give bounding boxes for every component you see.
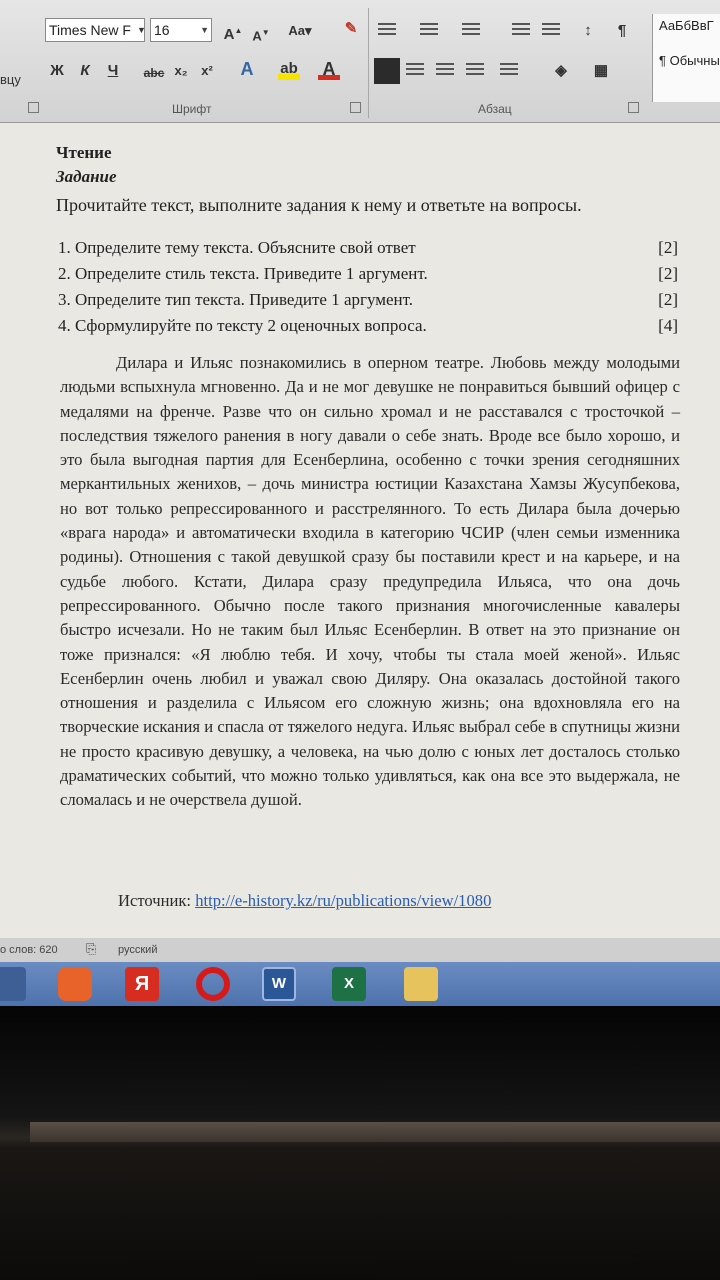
question-points: [2]: [658, 264, 678, 283]
taskbar: [0, 962, 720, 1006]
font-color-icon[interactable]: A: [318, 58, 340, 80]
question-points: [4]: [658, 316, 678, 335]
font-launcher-icon[interactable]: [350, 102, 361, 113]
question-item: [58, 290, 678, 310]
source-label: Источник:: [118, 891, 192, 910]
monitor-bezel-area: [0, 1006, 720, 1280]
change-case-icon[interactable]: Aa▾: [288, 23, 312, 38]
bold-icon[interactable]: Ж: [50, 62, 64, 79]
line-spacing-icon[interactable]: [500, 60, 518, 78]
question-item: [58, 316, 678, 336]
question-text: 3. Определите тип текста. Приведите 1 аргумент.: [58, 290, 414, 309]
task-instructions: Прочитайте текст, выполните задания к нему и ответьте на вопросы.: [56, 195, 582, 215]
bullets-icon[interactable]: [378, 20, 396, 38]
align-right-icon[interactable]: [436, 60, 454, 78]
styles-gallery[interactable]: [652, 14, 720, 102]
status-bar: [0, 938, 720, 962]
brave-browser-icon[interactable]: [58, 967, 92, 1001]
italic-icon[interactable]: К: [80, 62, 90, 79]
style-normal[interactable]: ¶ Обычны: [659, 53, 720, 68]
font-name-dropdown-icon[interactable]: ▼: [137, 25, 146, 35]
increase-indent-icon[interactable]: [542, 20, 560, 38]
font-size-value: 16: [154, 22, 170, 38]
yandex-browser-icon[interactable]: Я: [125, 967, 159, 1001]
subscript-icon[interactable]: x₂: [174, 63, 188, 78]
desk-edge: [30, 1122, 720, 1142]
question-points: [2]: [658, 238, 678, 257]
grow-font-icon[interactable]: A▲: [223, 26, 243, 43]
question-item: [58, 264, 678, 284]
underline-icon[interactable]: Ч: [107, 62, 119, 79]
numbering-icon[interactable]: [420, 20, 438, 38]
question-item: [58, 238, 678, 258]
reading-passage[interactable]: [60, 351, 680, 813]
multilevel-list-icon[interactable]: [462, 20, 480, 38]
align-left-icon[interactable]: [374, 58, 400, 84]
borders-icon[interactable]: ▦: [593, 62, 609, 79]
passage-paragraph: Дилара и Ильяс познакомились в оперном театре. Любовь между молодыми людьми вспыхнула мгновенно. Да и не мог девушке не понравиться бывший офицер с медалями на френче. Разве что он сильно хромал и не расставался с тросточкой – последствия тяжелого ранения в ногу давали о себе знать. Вроде все было хорошо, и это была выгодная партия для Есенберлина, особенно с точки зрения сегодняшних меркантильных женихов, – дочь министра юстиции Казахстана Хамзы Жусупбекова, но вот только репрессированного и расстрелянного. То есть Дилара была дочерью «врага народа» и автоматически входила в категорию ЧСИР (член семьи изменника родины). Отношения с такой девушкой сразу бы поставили крест и на карьере, и на судьбе любого. Кстати, Дилара сразу предупредила Ильяса, что она дочь репрессированного. Обычно после такого признания многочисленные кавалеры быстро исчезали. Но не таким был Ильяс Есенберлин. В ответ на это признание он тоже признался: «Я люблю тебя. И хочу, чтобы ты стала моей женой». Ильяс Есенберлин очень любил и уважал свою Диляру. Она оказалась достойной такого отношения и разделила с Ильясом его сложную жизнь; она вдохновляла его на творческие искания и спасла от тяжелого недуга. Ильяс выбрал себе в спутницы жизни не просто красивую девушку, а человека, на чью долю с юных лет досталось столько драматических событий, что можно только удивляться, как она все это выдержала, не сломалась и не очерствела душой.: [60, 353, 680, 810]
font-name-value: Times New F: [49, 22, 131, 38]
question-text: 4. Сформулируйте по тексту 2 оценочных вопроса.: [58, 316, 427, 335]
font-name-field[interactable]: [45, 18, 145, 42]
section-title: Чтение: [56, 143, 112, 162]
clear-formatting-icon[interactable]: ✎: [344, 20, 358, 37]
question-text: 1. Определите тему текста. Объясните свой ответ: [58, 238, 416, 257]
justify-icon[interactable]: [466, 60, 484, 78]
clipboard-launcher-icon[interactable]: [28, 102, 39, 113]
document-page[interactable]: [0, 123, 720, 938]
file-explorer-icon[interactable]: [404, 967, 438, 1001]
ribbon-left-stub[interactable]: вцу: [0, 72, 21, 87]
source-link[interactable]: http://e-history.kz/ru/publications/view/1080: [195, 891, 492, 910]
superscript-icon[interactable]: x²: [201, 63, 213, 78]
align-center-icon[interactable]: [406, 60, 424, 78]
sort-icon[interactable]: ↕: [584, 22, 592, 39]
excel-app-icon[interactable]: X: [332, 967, 366, 1001]
question-text: 2. Определите стиль текста. Приведите 1 аргумент.: [58, 264, 428, 283]
strikethrough-icon[interactable]: abc: [143, 66, 165, 80]
ribbon-divider: [368, 8, 369, 118]
proofing-icon[interactable]: ⎘: [86, 941, 97, 956]
font-size-dropdown-icon[interactable]: ▼: [200, 25, 209, 35]
word-count[interactable]: о слов: 620: [0, 944, 58, 956]
shrink-font-icon[interactable]: A▼: [252, 28, 270, 44]
highlight-icon[interactable]: ab: [278, 58, 300, 80]
language-indicator[interactable]: русский: [118, 944, 158, 956]
style-preview[interactable]: АаБбВвГ: [659, 18, 714, 33]
paragraph-launcher-icon[interactable]: [628, 102, 639, 113]
word-app-icon[interactable]: W: [262, 967, 296, 1001]
section-subtitle: Задание: [56, 167, 117, 186]
paragraph-group-label: Абзац: [478, 102, 512, 116]
text-effects-icon[interactable]: A: [240, 59, 254, 79]
ribbon: [0, 0, 720, 123]
show-marks-icon[interactable]: ¶: [617, 22, 627, 39]
opera-browser-icon[interactable]: [196, 967, 230, 1001]
question-points: [2]: [658, 290, 678, 309]
font-group-label: Шрифт: [172, 102, 212, 116]
shading-icon[interactable]: ◈: [555, 62, 567, 79]
font-size-field[interactable]: [150, 18, 212, 42]
decrease-indent-icon[interactable]: [512, 20, 530, 38]
source-line: [118, 891, 491, 911]
start-button-icon[interactable]: [0, 967, 26, 1001]
